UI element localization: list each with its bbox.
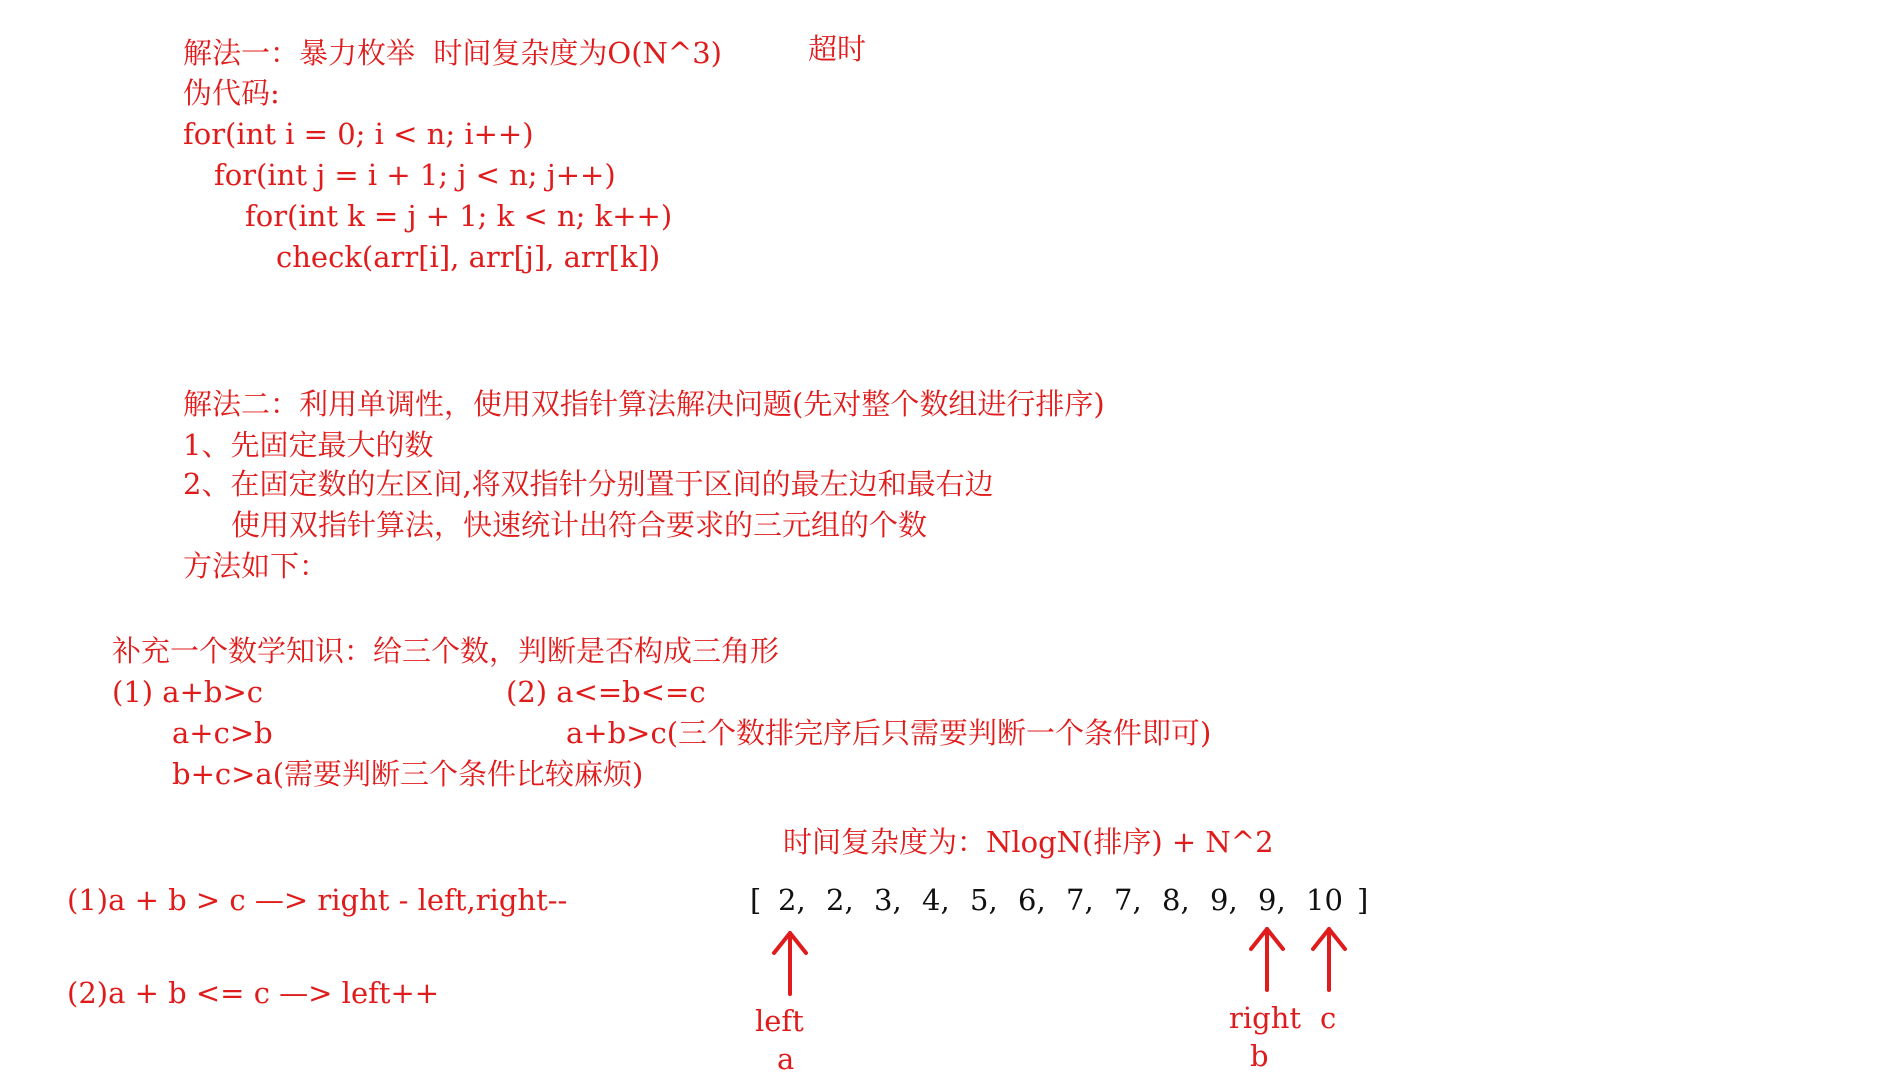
section2-step1: 1、先固定最大的数	[183, 428, 434, 462]
pointer-a-label: a	[777, 1042, 795, 1076]
array-value: 3,	[874, 883, 902, 917]
array-value: 5,	[970, 883, 998, 917]
right-arrow-icon	[1251, 929, 1283, 990]
code-line-3: for(int k = j + 1; k < n; k++)	[245, 199, 673, 233]
c-arrow-icon	[1313, 929, 1345, 990]
pointer-b-label: b	[1250, 1039, 1269, 1073]
pointer-c-label: c	[1320, 1001, 1337, 1035]
section2-step2: 2、在固定数的左区间,将双指针分别置于区间的最左边和最右边	[183, 467, 994, 501]
section2-title: 解法二：利用单调性，使用双指针算法解决问题(先对整个数组进行排序)	[183, 387, 1105, 421]
left-arrow-icon	[774, 933, 806, 994]
pseudocode-label: 伪代码:	[183, 76, 280, 110]
section1-title: 解法一：暴力枚举 时间复杂度为O(N^3)	[183, 36, 722, 70]
math-left-1: (1) a+b>c	[112, 675, 263, 709]
timeout-label: 超时	[808, 32, 867, 66]
math-right-2: a+b>c(三个数排完序后只需要判断一个条件即可)	[566, 716, 1212, 750]
array-value: 7,	[1066, 883, 1094, 917]
complexity-label: 时间复杂度为：NlogN(排序) + N^2	[783, 825, 1274, 859]
section2-step2b: 使用双指针算法，快速统计出符合要求的三元组的个数	[231, 508, 928, 542]
array-value: 9,	[1210, 883, 1238, 917]
array-value: 7,	[1114, 883, 1142, 917]
array-value: 2,	[826, 883, 854, 917]
rule-1: (1)a + b > c —> right - left,right--	[67, 883, 568, 917]
array-value: 2,	[778, 883, 806, 917]
math-left-2: a+c>b	[172, 716, 273, 750]
array-value: 4,	[922, 883, 950, 917]
math-title: 补充一个数学知识：给三个数，判断是否构成三角形	[112, 634, 780, 668]
math-left-3: b+c>a(需要判断三个条件比较麻烦)	[172, 757, 644, 791]
array-close-bracket: ]	[1357, 883, 1369, 917]
math-right-1: (2) a<=b<=c	[506, 675, 706, 709]
array-value: 9,	[1258, 883, 1286, 917]
array-value: 10	[1306, 883, 1343, 917]
array-value: 8,	[1162, 883, 1190, 917]
array-value: 6,	[1018, 883, 1046, 917]
code-line-1: for(int i = 0; i < n; i++)	[183, 117, 534, 151]
pointer-left-label: left	[755, 1004, 804, 1038]
array-open-bracket: [	[750, 883, 762, 917]
rule-2: (2)a + b <= c —> left++	[67, 976, 440, 1010]
section2-method: 方法如下：	[183, 549, 329, 583]
code-line-2: for(int j = i + 1; j < n; j++)	[214, 158, 616, 192]
pointer-right-label: right	[1229, 1001, 1302, 1035]
code-line-4: check(arr[i], arr[j], arr[k])	[276, 240, 661, 274]
